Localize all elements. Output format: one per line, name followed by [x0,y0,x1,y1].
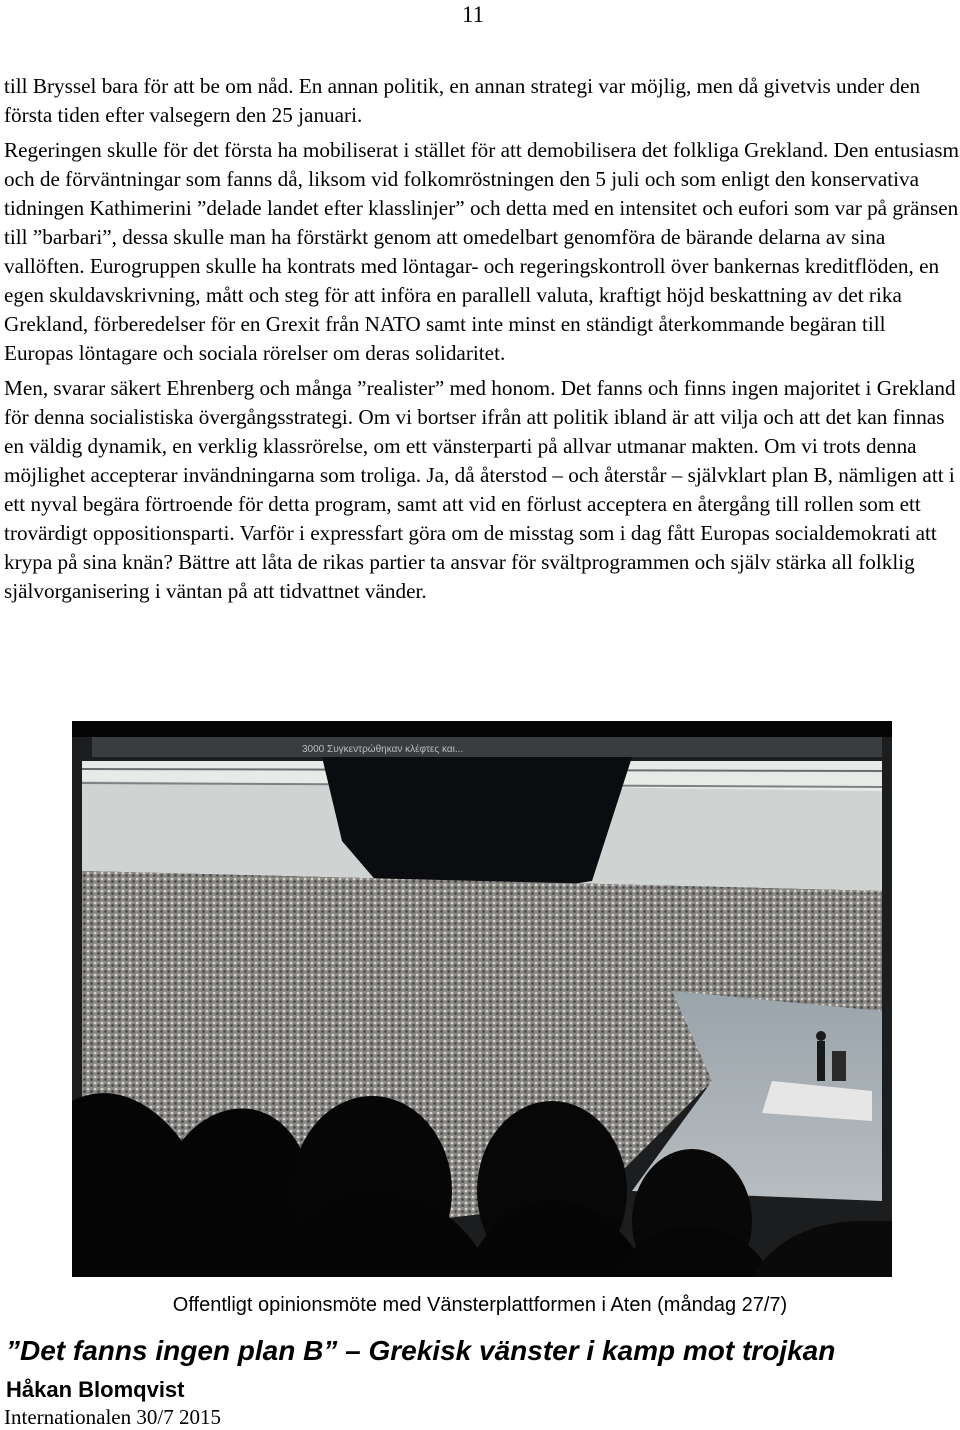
paragraph-2: Regeringen skulle för det första ha mobiliserat i stället för att demobilisera det folkliga Grekland. Den entusiasm och de förväntningar som fanns då, liksom vid folkomröstningen den 5 juli och som enligt den konservativa tidningen Kathimerini ”delade landet efter klasslinjer” och detta med en intensitet och eufori som var på gränsen till ”barbari”, dessa skulle man ha förstärkt genom att omedelbart genomföra de bärande delarna av sina vallöften. Eurogruppen skulle ha kontrats med löntagar- och regeringskontroll över bankernas kreditflöden, en egen skuldavskrivning, mått och steg för att införa en parallell valuta, kraftigt höjd beskattning av det rika Grekland, förberedelser för en Grexit från NATO samt inte minst en ständigt återkommande begäran till Europas löntagare och sociala rörelser om deras solidaritet. [4,138,959,365]
photo-caption: Offentligt opinionsmöte med Vänsterplattformen i Aten (måndag 27/7) [172,1294,788,1316]
page-number: 11 [462,2,485,27]
article-author: Håkan Blomqvist [6,1377,185,1402]
article-body [4,72,960,606]
article-source: Internationalen 30/7 2015 [4,1405,221,1429]
paragraph-3: Men, svarar säkert Ehrenberg och många ”realister” med honom. Det fanns och finns ingen majoritet i Grekland för denna socialistiska övergångsstrategi. Om vi bortser ifrån att politik ibland är att vilja och att det kan finnas en väldig dynamik, en verklig klassrörelse, om ett vänsterparti på allvar utmanar makten. Om vi trots denna möjlighet accepterar invändningarna som troliga. Ja, då återstod – och återstår – självklart plan B, nämligen att i ett nyval begära förtroende för detta program, samt att vid en förlust acceptera en återgång till rollen som ett trovärdigt oppositionsparti. Varför i expressfart göra om de misstag som i dag fått Europas socialdemokrati att krypa på sina knän? Bättre att låta de rikas partier ta ansvar för svältprogrammen och själv stärka all folklig självorganisering i väntan på att tidvattnet vänder. [4,376,956,603]
rally-photo [72,721,892,1277]
article-title: ”Det fanns ingen plan B” – Grekisk vänster i kamp mot trojkan [6,1335,836,1366]
banner-text: 3000 Συγκεντρώθηκαν κλέφτες και... [302,744,464,755]
paragraph-1: till Bryssel bara för att be om nåd. En annan politik, en annan strategi var möjlig, men då givetvis under den första tiden efter valsegern den 25 januari. [4,74,921,127]
rally-photo-illustration [72,721,892,1277]
